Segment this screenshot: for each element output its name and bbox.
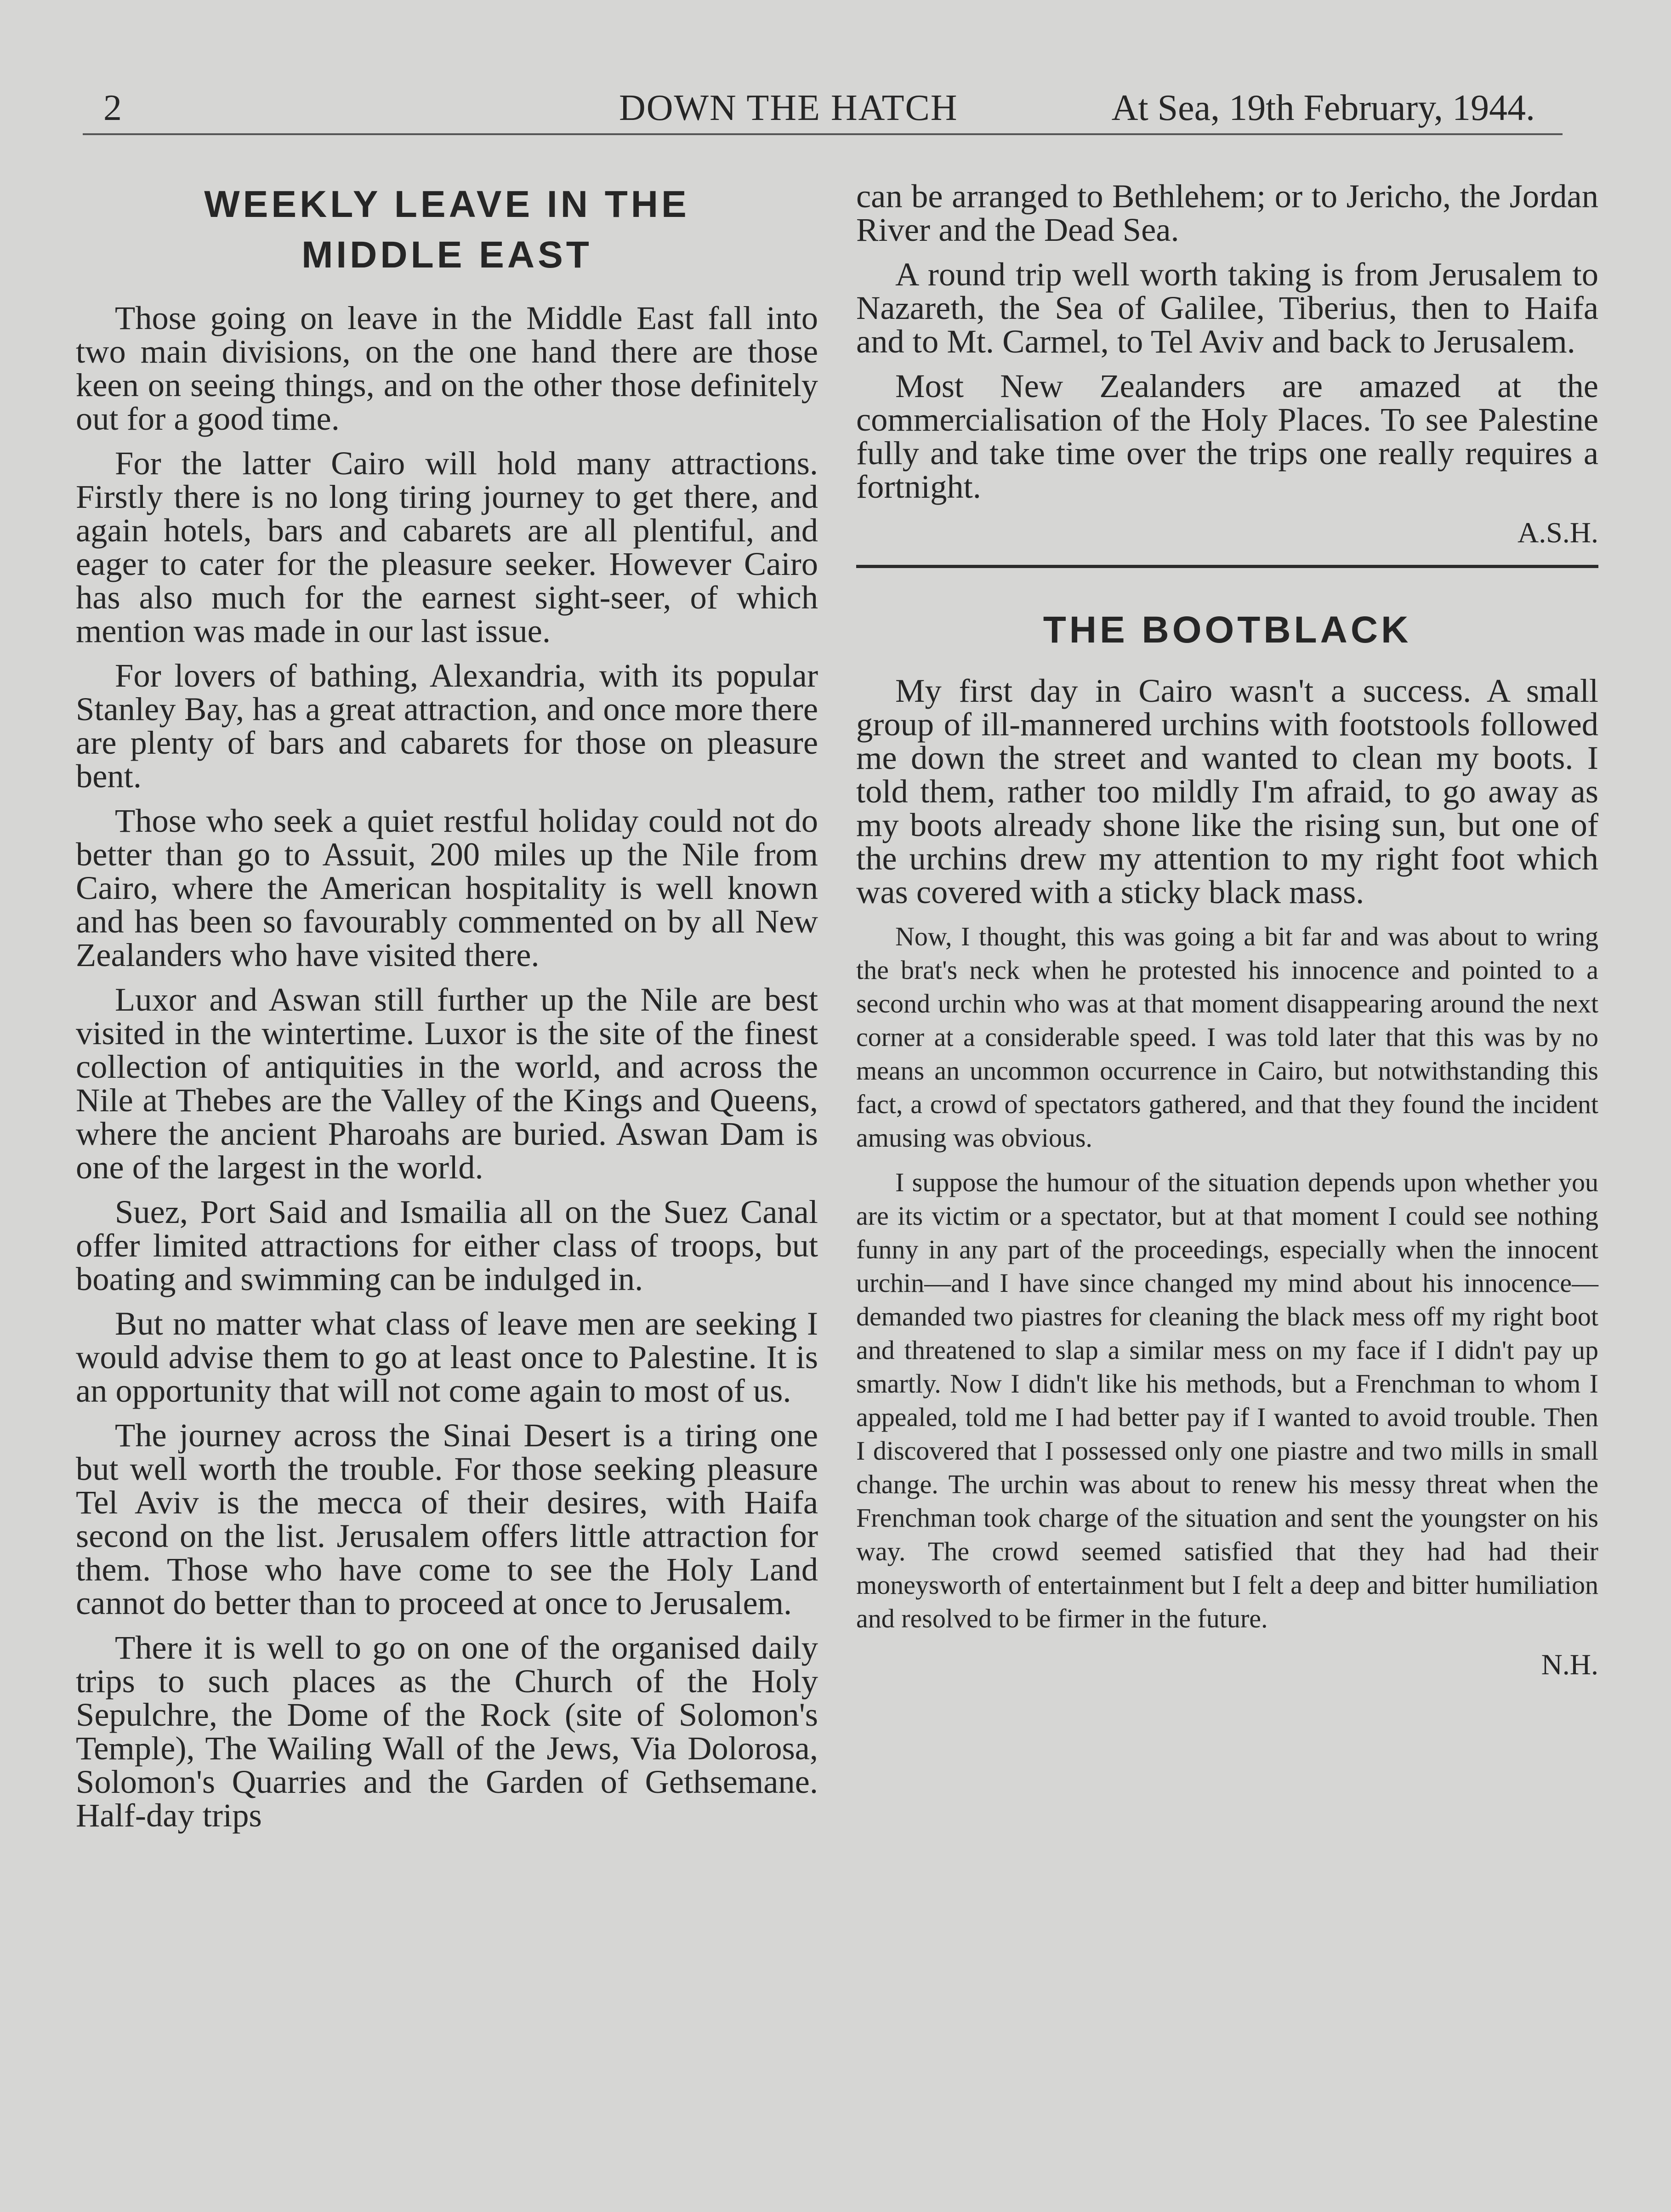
- article-paragraph: For the latter Cairo will hold many attractions. Firstly there is no long tiring journey to get there, and again hotels, bars and cabarets are all plentiful, and eager to cater for the pleasure seeker. However Cairo has also much for the earnest sight-seer, of which mention was made in our last issue.: [76, 444, 818, 649]
- article-paragraph: My first day in Cairo wasn't a success. A small group of ill-mannered urchins with footstools followed me down the street and wanted to clean my boots. I told them, rather too mildly I'm afraid, to go away as my boots already shone like the rising sun, but one of the urchins drew my attention to my right foot which was covered with a sticky black mass.: [856, 672, 1598, 910]
- article-title-leave: [76, 179, 818, 280]
- article-paragraph: There it is well to go on one of the organised daily trips to such places as the Church of the Holy Sepulchre, the Dome of the Rock (site of Solomon's Temple), The Wailing Wall of the Jews, Via Dolorosa, Solomon's Quarries and the Garden of Gethsemane. Half-day trips: [76, 1629, 818, 1834]
- right-column: [856, 179, 1598, 1683]
- article-title-line-2: MIDDLE EAST: [301, 234, 592, 276]
- left-column: [76, 179, 818, 1843]
- article-paragraph: For lovers of bathing, Alexandria, with its popular Stanley Bay, has a great attraction, and once more there are plenty of bars and cabarets for those on pleasure bent.: [76, 657, 818, 795]
- signature-ash: A.S.H.: [1517, 516, 1598, 549]
- article-continued-text: can be arranged to Bethlehem; or to Jericho, the Jordan River and the Dead Sea.: [856, 177, 1598, 248]
- article-paragraph: The journey across the Sinai Desert is a tiring one but well worth the trouble. For those seeking pleasure Tel Aviv is the mecca of their desires, with Haifa second on the list. Jerusalem offers little attraction for them. Those who have come to see the Holy Land cannot do better than to proceed at once to Jerusalem.: [76, 1416, 818, 1621]
- article-title-line-1: WEEKLY LEAVE IN THE: [204, 183, 690, 225]
- article-paragraph: Luxor and Aswan still further up the Nile are best visited in the wintertime. Luxor is the site of the finest collection of antiquities in the world, and across the Nile at Thebes are the Valley of the Kings and Queens, where the ancient Pharoahs are buried. Aswan Dam is one of the largest in the world.: [76, 981, 818, 1186]
- article-paragraph: But no matter what class of leave men are seeking I would advise them to go at least once to Palestine. It is an opportunity that will not come again to most of us.: [76, 1305, 818, 1409]
- article-paragraph: A round trip well worth taking is from Jerusalem to Nazareth, the Sea of Galilee, Tiberius, then to Haifa and to Mt. Carmel, to Tel Aviv and back to Jerusalem.: [856, 256, 1598, 360]
- article-paragraph: Most New Zealanders are amazed at the commercialisation of the Holy Places. To see Palestine fully and take time over the trips one really requires a fortnight.: [856, 367, 1598, 505]
- article-paragraph: I suppose the humour of the situation depends upon whether you are its victim or a spectator, but at that moment I could see nothing funny in any part of the proceedings, especially when the innocent urchin—and I have since changed my mind about his innocence—demanded two piastres for cleaning the black mess off my right boot and threatened to slap a similar mess on my face if I didn't pay up smartly. Now I didn't like his methods, but a Frenchman to whom I appealed, told me I had better pay if I wanted to avoid trouble. Then I discovered that I possessed only one piastre and two mills in small change. The urchin was about to renew his messy threat when the Frenchman took charge of the situation and sent the youngster on his way. The crowd seemed satisfied that they had had their moneysworth of entertainment but I felt a deep and bitter humiliation and resolved to be firmer in the future.: [856, 1167, 1598, 1633]
- signature-nh: N.H.: [1541, 1648, 1598, 1681]
- article-paragraph: Those who seek a quiet restful holiday could not do better than go to Assuit, 200 miles up the Nile from Cairo, where the American hospitality is well known and has been so favourably commented on by all New Zealanders who have visited there.: [76, 802, 818, 973]
- article-divider: [856, 565, 1598, 568]
- article-paragraph: Now, I thought, this was going a bit far and was about to wring the brat's neck when he protested his innocence and pointed to a second urchin who was at that moment disappearing around the next corner at a considerable speed. I was told later that this was by no means an uncommon occurrence in Cairo, but notwithstanding this fact, a crowd of spectators gathered, and that they found the incident amusing was obvious.: [856, 921, 1598, 1153]
- article-title-bootblack: THE BOOTBLACK: [1043, 609, 1412, 651]
- newspaper-title: DOWN THE HATCH: [619, 88, 958, 128]
- page-header: [83, 83, 1563, 135]
- issue-date: At Sea, 19th February, 1944.: [1111, 88, 1535, 128]
- page-number: 2: [103, 88, 122, 128]
- article-paragraph: Suez, Port Said and Ismailia all on the Suez Canal offer limited attractions for either class of troops, but boating and swimming can be indulged in.: [76, 1193, 818, 1297]
- article-paragraph: Those going on leave in the Middle East fall into two main divisions, on the one hand there are those keen on seeing things, and on the other those definitely out for a good time.: [76, 299, 818, 437]
